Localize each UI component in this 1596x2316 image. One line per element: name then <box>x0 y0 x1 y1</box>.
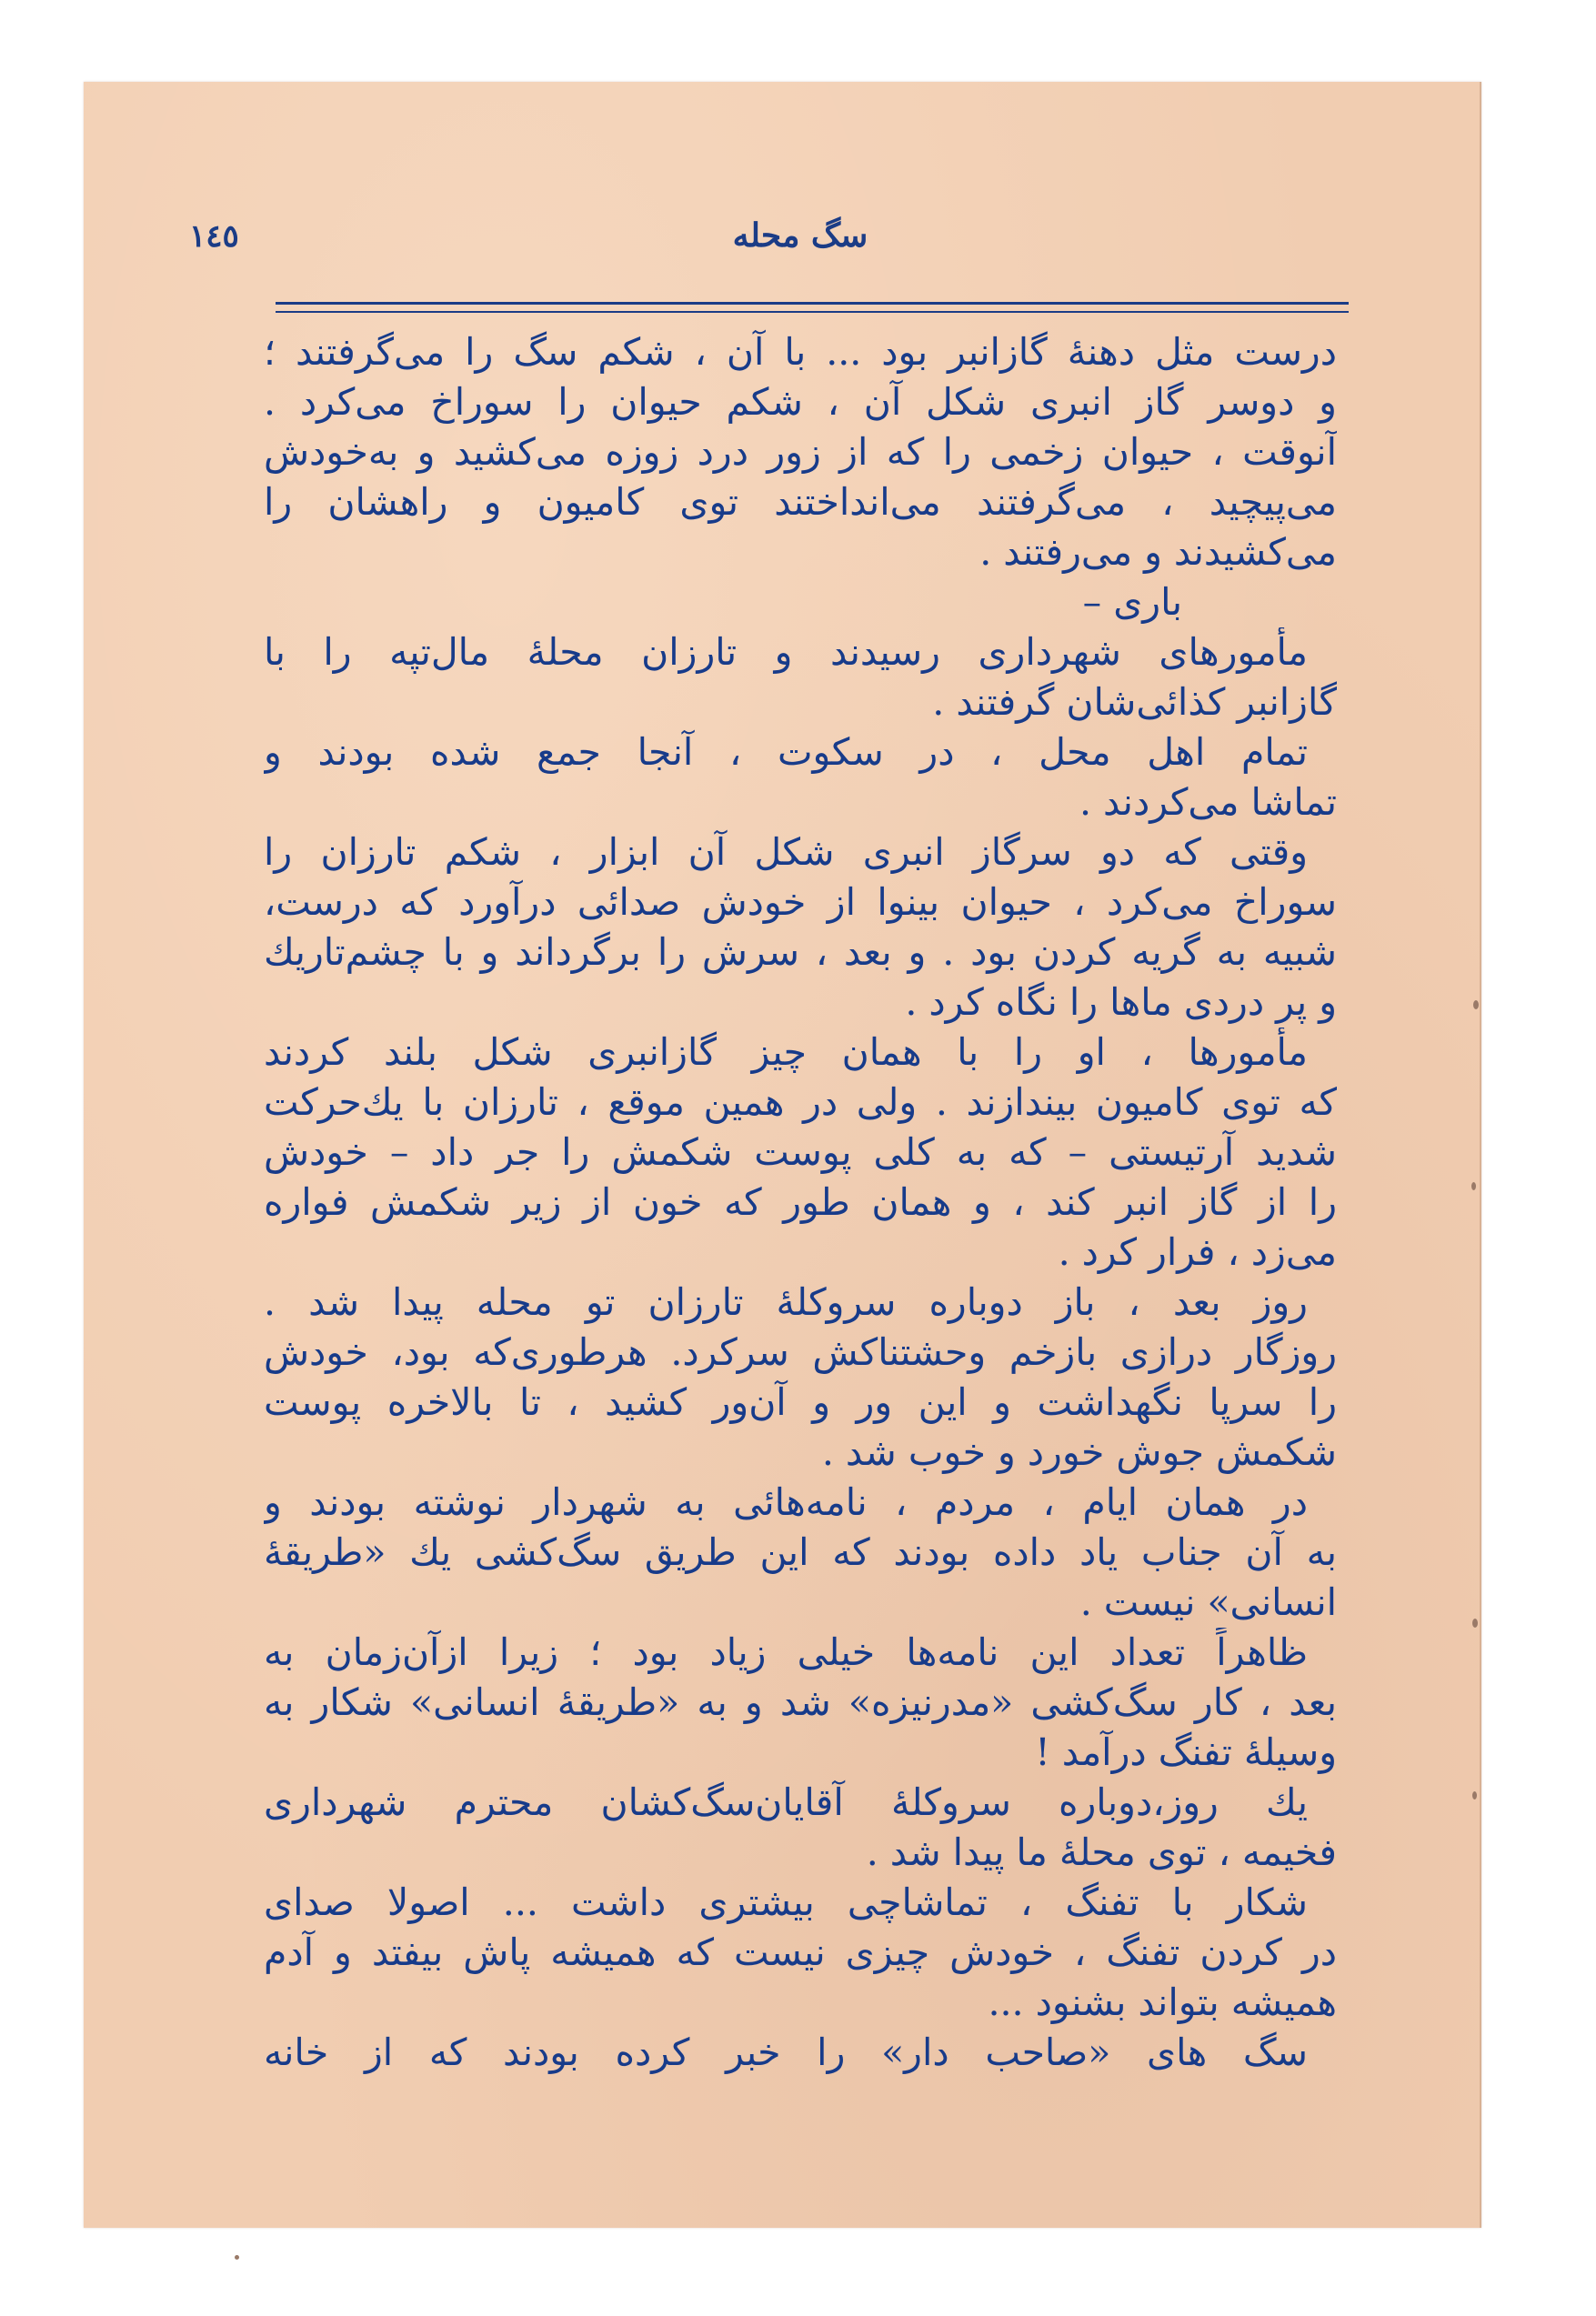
text-line-18: را از گاز انبر کند ، و همان طور که خون از زیر شکمش فواره <box>264 1180 1337 1224</box>
text-line-21: روزگار درازی بازخم وحشتناکش سرکرد. هرطوری‌که بود، خودش <box>264 1330 1337 1374</box>
text-line-13: شبیه به گریه کردن بود . و بعد ، سرش را برگرداند و با چشم‌تاریك <box>264 930 1337 974</box>
text-line-6: باری – <box>1082 580 1182 624</box>
header-rule-thin <box>276 311 1349 313</box>
text-line-14: و پر دردی ماها را نگاه کرد . <box>905 980 1337 1024</box>
paper-speck <box>235 2255 239 2260</box>
running-title: سگ محله <box>732 216 868 255</box>
text-line-2: و دوسر گاز انبری شکل آن ، شکم حیوان را سوراخ می‌کرد . <box>264 380 1337 424</box>
text-line-22: را سرپا نگهداشت و این ور و آن‌ور کشید ، تا بالاخره پوست <box>264 1380 1337 1424</box>
text-line-35: سگ های «صاحب دار» را خبر کرده بودند که از خانه <box>264 2030 1308 2074</box>
page-number: ١٤٥ <box>189 218 239 255</box>
text-line-7: مأمورهای شهرداری رسیدند و تارزان محلهٔ مال‌تپه را با <box>264 630 1308 674</box>
text-line-5: می‌کشیدند و می‌رفتند . <box>979 530 1337 574</box>
text-line-3: آنوقت ، حیوان زخمی را که از زور درد زوزه می‌کشید و به‌خودش <box>264 430 1337 474</box>
paper-speck <box>1473 1000 1479 1009</box>
text-line-10: تماشا می‌کردند . <box>1079 780 1337 824</box>
text-line-28: بعد ، کار سگ‌کشی «مدرنیزه» شد و به «طریقهٔ انسانی» شکار به <box>264 1680 1337 1724</box>
text-line-31: فخیمه ، توی محلهٔ ما پیدا شد . <box>866 1830 1337 1874</box>
text-line-26: انسانی» نیست . <box>1079 1580 1337 1624</box>
text-line-27: ظاهراً تعداد این نامه‌ها خیلی زیاد بود ؛ زیرا ازآن‌زمان به <box>264 1630 1308 1674</box>
text-line-23: شکمش جوش خورد و خوب شد . <box>821 1430 1337 1474</box>
text-line-12: سوراخ می‌کرد ، حیوان بینوا از خودش صدائی درآورد که درست، <box>264 880 1337 924</box>
header-rule-thick <box>276 302 1349 305</box>
paper-speck <box>1471 1182 1476 1190</box>
text-line-25: به آن جناب یاد داده بودند که این طریق سگ‌کشی یك «طریقهٔ <box>264 1530 1337 1574</box>
text-line-34: همیشه بتواند بشنود ... <box>988 1980 1337 2024</box>
text-line-8: گازانبر کذائی‌شان گرفتند . <box>932 680 1337 724</box>
text-line-19: می‌زد ، فرار کرد . <box>1058 1230 1337 1274</box>
text-line-30: یك روز،دوباره سروکلهٔ آقایان‌سگ‌کشان محترم شهرداری <box>264 1780 1308 1824</box>
body-text <box>264 327 1337 2078</box>
text-line-9: تمام اهل محل ، در سکوت ، آنجا جمع شده بودند و <box>264 730 1308 774</box>
paper-speck <box>1472 1791 1477 1800</box>
text-line-16: که توی کامیون بیندازند . ولی در همین موقع ، تارزان با یك‌حرکت <box>264 1080 1337 1124</box>
text-line-15: مأمورها ، او را با همان چیز گازانبری شکل بلند کردند <box>264 1030 1308 1074</box>
text-line-33: در کردن تفنگ ، خودش چیزی نیست که همیشه پاش بیفتد و آدم <box>264 1930 1337 1974</box>
text-line-4: می‌پیچید ، می‌گرفتند می‌انداختند توی کامیون و راهشان را <box>264 480 1337 524</box>
text-line-1: درست مثل دهنهٔ گازانبر بود ... با آن ، شکم سگ را می‌گرفتند ؛ <box>264 330 1337 374</box>
paper-speck <box>1472 1619 1478 1628</box>
text-line-24: در همان ایام ، مردم ، نامه‌هائی به شهردار نوشته بودند و <box>264 1480 1308 1524</box>
text-line-32: شکار با تفنگ ، تماشاچی بیشتری داشت ... اصولا صدای <box>264 1880 1308 1924</box>
text-line-17: شدید آرتیستی – که به کلی پوست شکمش را جر داد – خودش <box>264 1130 1337 1174</box>
text-line-20: روز بعد ، باز دوباره سروکلهٔ تارزان تو محله پیدا شد . <box>264 1280 1308 1324</box>
text-line-11: وقتی که دو سرگاز انبری شکل آن ابزار ، شکم تارزان را <box>264 830 1308 874</box>
text-line-29: وسیلهٔ تفنگ درآمد ! <box>1035 1730 1337 1774</box>
